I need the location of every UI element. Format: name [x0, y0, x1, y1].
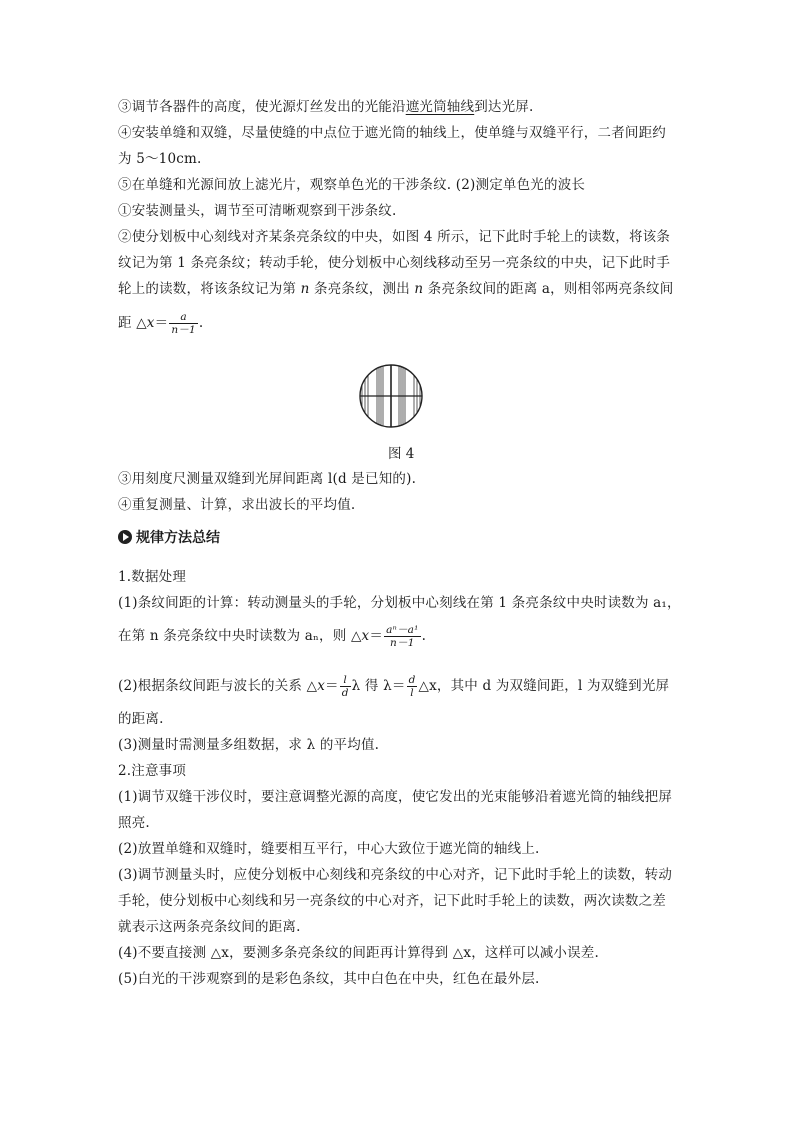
text-part: ＝ [154, 315, 169, 331]
step-4-line2: 为 5～10cm. [118, 151, 202, 167]
step-3-underlined: 遮光筒轴线 [405, 99, 475, 115]
text-part: . [198, 315, 204, 331]
para-2-line1 [118, 672, 669, 700]
fraction-denominator: d [341, 687, 349, 699]
section-heading [118, 527, 220, 547]
text-part: 条亮条纹，测出 [309, 281, 415, 297]
var-x: x [146, 315, 155, 331]
note-4: (4)不要直接测 △x，要测多条亮条纹的间距再计算得到 △x，这样可以减小误差. [118, 945, 599, 961]
fraction-a-over-n-minus-1 [169, 311, 198, 336]
var-n: n [300, 281, 310, 297]
step-3 [118, 98, 534, 116]
equals-sign: ＝ [369, 628, 384, 644]
note-3-line2: 手轮，使分划板中心刻线和另一亮条纹的中心对齐，记下此时手轮上的读数，两次读数之差 [118, 893, 666, 909]
note-3-line1: (3)调节测量头时，应使分划板中心刻线和亮条纹的中心对齐，记下此时手轮上的读数，转动 [118, 867, 673, 883]
fraction-numerator: a [180, 311, 187, 323]
equals-sign: ＝ [325, 678, 339, 694]
step-3-end: 到达光屏. [474, 99, 534, 115]
para-1-line2 [118, 622, 426, 650]
para-1-line1: (1)条纹间距的计算：转动测量头的手轮，分划板中心刻线在第 1 条亮条纹中央时读数为 a₁， [118, 595, 681, 611]
text-part: . [421, 628, 427, 644]
note-1-line2: 照亮. [118, 815, 150, 831]
text-part: 在第 n 条亮条纹中央时读数为 aₙ，则 △ [118, 628, 362, 644]
measure-step-2-line2: 纹记为第 1 条亮条纹；转动手轮，使分划板中心刻线移动至另一亮条纹的中央，记下此时手 [118, 255, 671, 271]
fraction-numerator: l [343, 674, 347, 686]
text-part: 轮上的读数，将该条纹记为第 [118, 281, 301, 297]
note-2: (2)放置单缝和双缝时，缝要相互平行，中心大致位于遮光筒的轴线上. [118, 841, 540, 857]
fraction-denominator: n－1 [384, 636, 421, 649]
var-x: x [361, 628, 370, 644]
measure-step-3: ③用刻度尺测量双缝到光屏间距离 l(d 是已知的). [118, 471, 417, 487]
play-icon [118, 530, 132, 544]
measure-step-1: ①安装测量头，调节至可清晰观察到干涉条纹. [118, 203, 397, 219]
note-5: (5)白光的干涉观察到的是彩色条纹，其中白色在中央，红色在最外层. [118, 971, 540, 987]
text-part: 距 △ [118, 315, 147, 331]
step-4-line1: ④安装单缝和双缝，尽量使缝的中点位于遮光筒的轴线上，使单缝与双缝平行，二者间距约 [118, 125, 666, 141]
var-n: n [414, 281, 424, 297]
fraction-an-minus-a1 [384, 624, 421, 649]
measure-step-2-line1: ②使分划板中心刻线对齐某条亮条纹的中央，如图 4 所示，记下此时手轮上的读数，将该条 [118, 229, 671, 245]
text-part: (2)根据条纹间距与波长的关系 △ [118, 678, 318, 694]
para-3: (3)测量时需测量多组数据，求 λ 的平均值. [118, 737, 380, 753]
para-2-line2: 的距离. [118, 711, 164, 727]
text-part: λ 得 λ＝ [351, 678, 406, 694]
fraction-numerator: d [408, 674, 416, 686]
fraction-d-over-l [407, 674, 418, 699]
heading-notes: 2.注意事项 [118, 763, 187, 779]
note-3-line3: 就表示这两条亮条纹间的距离. [118, 919, 301, 935]
note-1-line1: (1)调节双缝干涉仪时，要注意调整光源的高度，使它发出的光束能够沿着遮光筒的轴线把屏 [118, 789, 673, 805]
step-5: ⑤在单缝和光源间放上滤光片，观察单色光的干涉条纹. (2)测定单色光的波长 [118, 177, 586, 193]
var-x: x [317, 678, 326, 694]
text-part: 条亮条纹间的距离 a，则相邻两亮条纹间 [423, 281, 674, 297]
step-3-text: ③调节各器件的高度，使光源灯丝发出的光能沿 [118, 99, 406, 115]
figure-caption: 图 4 [388, 446, 415, 462]
fraction-denominator: l [407, 686, 418, 699]
fraction-denominator: n－1 [171, 324, 196, 336]
measure-step-4: ④重复测量、计算，求出波长的平均值. [118, 497, 356, 513]
fraction-l-over-d [340, 674, 351, 699]
measure-step-2-formula [118, 310, 203, 336]
heading-data-processing: 1.数据处理 [118, 569, 187, 585]
measure-step-2-line3 [118, 280, 673, 298]
interference-fringe-figure [358, 363, 424, 429]
fringe-pattern [358, 363, 424, 429]
text-part: △x，其中 d 为双缝间距，l 为双缝到光屏 [418, 678, 670, 694]
section-heading-text: 规律方法总结 [136, 530, 220, 546]
fraction-numerator: aⁿ－a¹ [386, 624, 419, 636]
